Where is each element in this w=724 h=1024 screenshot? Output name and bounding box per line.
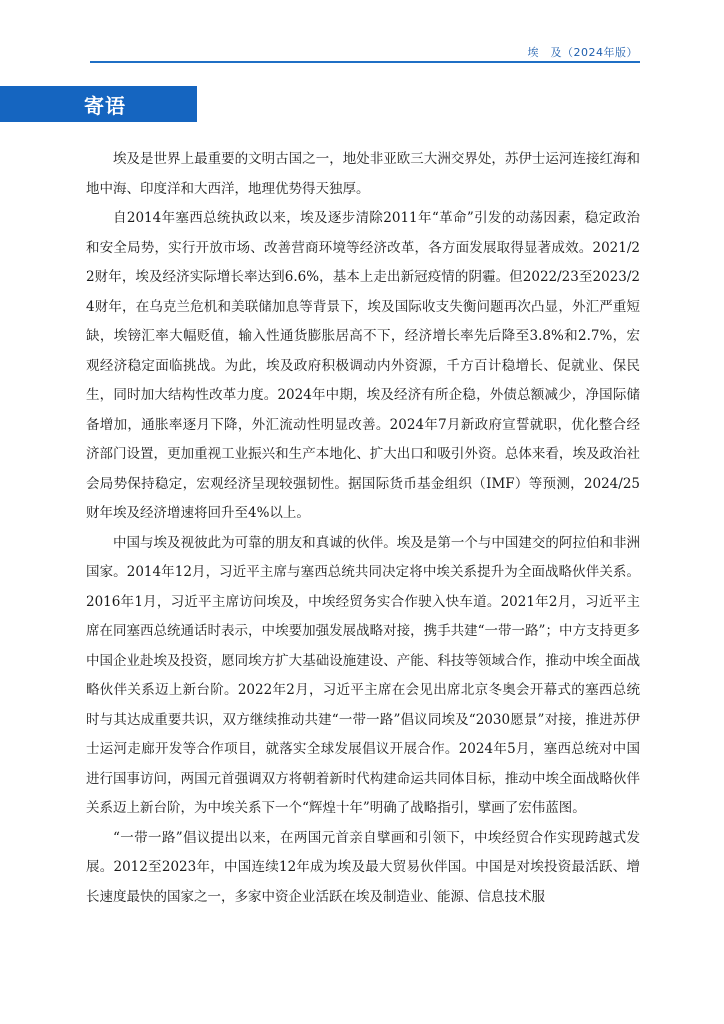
running-header: 埃 及（2024年版） <box>527 46 638 59</box>
section-title: 寄语 <box>84 93 126 118</box>
paragraph-2: 自2014年塞西总统执政以来，埃及逐步清除2011年“革命”引发的动荡因素，稳定政治和安全局势，实行开放市场、改善营商环境等经济改革，各方面发展取得显著成效。2021/22财年，埃及经济实际增长率达到6.6%，基本上走出新冠疫情的阴霾。但2022/23至2023/24财年，在乌克兰危机和美联储加息等背景下，埃及国际收支失衡问题再次凸显，外汇严重短缺，埃镑汇率大幅贬值，输入性通货膨胀居高不下，经济增长率先后降至3.8%和2.7%，宏观经济稳定面临挑战。为此，埃及政府积极调动内外资源，千方百计稳增长、促就业、保民生，同时加大结构性改革力度。2024年中期，埃及经济有所企稳，外债总额减少，净国际储备增加，通胀率逐月下降，外汇流动性明显改善。2024年7月新政府宣誓就职，优化整合经济部门设置，更加重视工业振兴和生产本地化、扩大出口和吸引外资。总体来看，埃及政治社会局势保持稳定，宏观经济呈现较强韧性。据国际货币基金组织（IMF）等预测，2024/25财年埃及经济增速将回升至4%以上。 <box>86 210 640 521</box>
paragraph-4: “一带一路”倡议提出以来，在两国元首亲自擘画和引领下，中埃经贸合作实现跨越式发展。2012至2023年，中国连续12年成为埃及最大贸易伙伴国。中国是对埃投资最活跃、增长速度最快的国家之一，多家中资企业活跃在埃及制造业、能源、信息技术服 <box>86 829 640 905</box>
section-banner <box>0 86 197 122</box>
body-text <box>86 145 640 912</box>
paragraph-1: 埃及是世界上最重要的文明古国之一，地处非亚欧三大洲交界处，苏伊士运河连接红海和地中海、印度洋和大西洋，地理优势得天独厚。 <box>86 151 640 197</box>
paragraph-3: 中国与埃及视彼此为可靠的朋友和真诚的伙伴。埃及是第一个与中国建交的阿拉伯和非洲国家。2014年12月，习近平主席与塞西总统共同决定将中埃关系提升为全面战略伙伴关系。2016年1月，习近平主席访问埃及，中埃经贸务实合作驶入快车道。2021年2月，习近平主席在同塞西总统通话时表示，中埃要加强发展战略对接，携手共建“一带一路”；中方支持更多中国企业赴埃及投资，愿同埃方扩大基础设施建设、产能、科技等领域合作，推动中埃全面战略伙伴关系迈上新台阶。2022年2月，习近平主席在会见出席北京冬奥会开幕式的塞西总统时与其达成重要共识，双方继续推动共建“一带一路”倡议同埃及“2030愿景”对接，推进苏伊士运河走廊开发等合作项目，就落实全球发展倡议开展合作。2024年5月，塞西总统对中国进行国事访问，两国元首强调双方将朝着新时代构建命运共同体目标，推动中埃全面战略伙伴关系迈上新台阶，为中埃关系下一个“辉煌十年”明确了战略指引，擘画了宏伟蓝图。 <box>86 534 640 816</box>
header-rule <box>90 61 640 63</box>
